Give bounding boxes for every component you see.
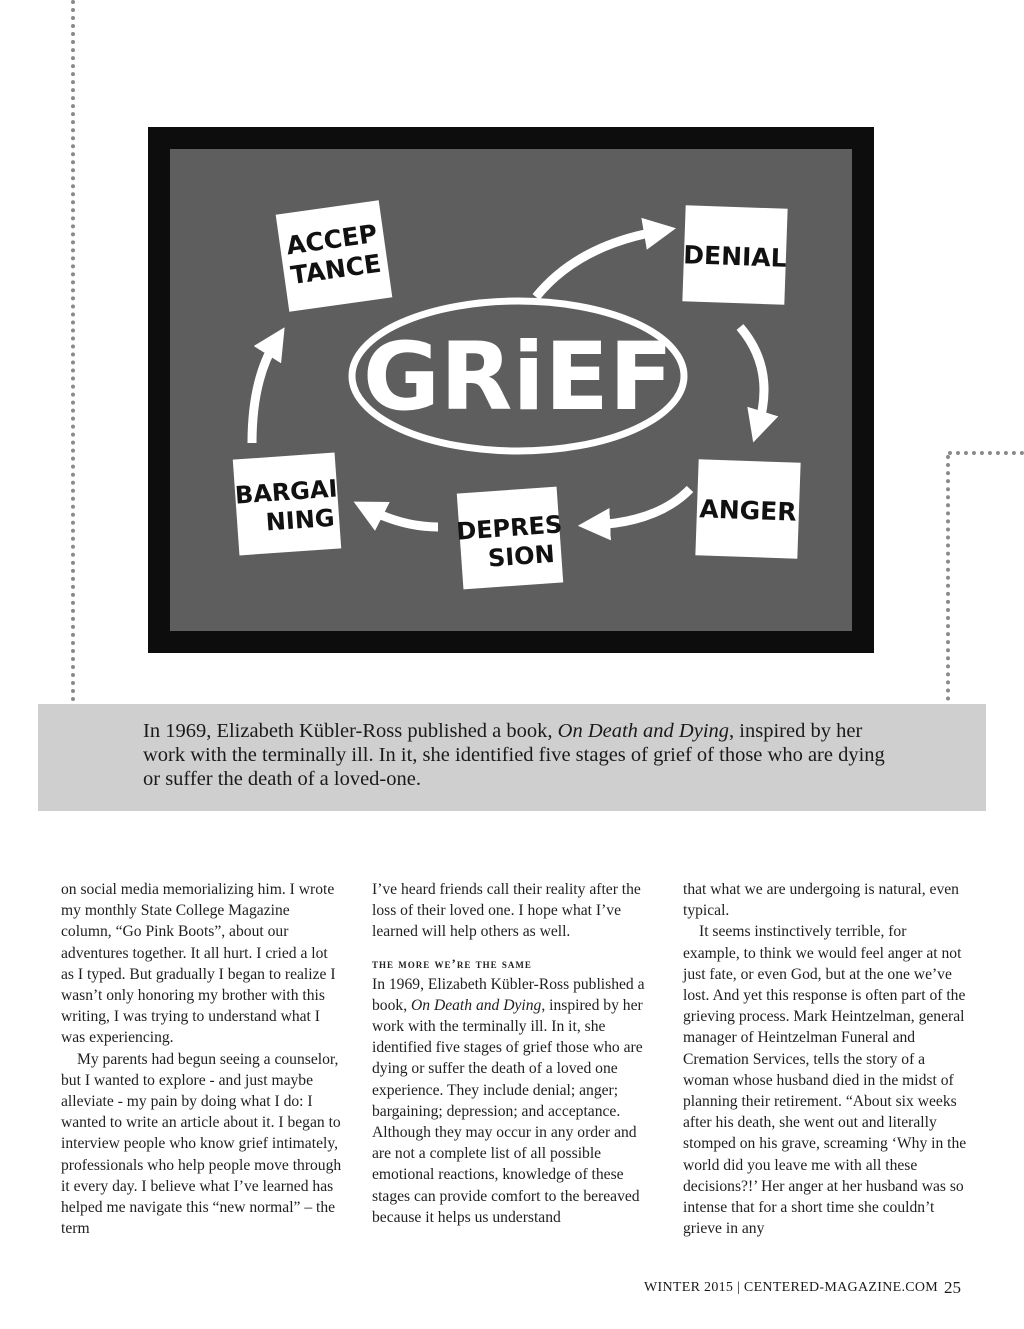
caption-part1: In 1969, Elizabeth Kübler-Ross published a book,: [143, 720, 558, 742]
card-acceptance-line2: TANCE: [288, 248, 383, 291]
col2-book-title: On Death and Dying: [410, 996, 542, 1014]
body-column-3: [683, 879, 967, 1239]
col1-paragraph-2: My parents had begun seeing a counselor, but I wanted to explore - and just maybe alleviate - my pain by doing what I do: I wanted to write an article about it. I began to interview people who know grief intimately, professionals who help people move through it every day. I believe what I’ve learned has helped me navigate this “new normal” – the term: [61, 1050, 342, 1238]
card-acceptance-line1: ACCEP: [284, 218, 380, 261]
card-anger: [695, 459, 800, 559]
caption-part2: , inspired by her work with the terminally ill. In it, she identified five stages of grief of those who are dying or suffer the death of a loved-one.: [143, 720, 885, 790]
card-depression: [454, 486, 567, 589]
body-column-1: [61, 879, 343, 1239]
card-denial-label: DENIAL: [682, 240, 788, 273]
col3-paragraph-1: that what we are undergoing is natural, even typical.: [683, 881, 959, 920]
col2-p2-part-a: In 1969, Elizabeth Kübler-Ross published a book,: [372, 975, 645, 1014]
right-dotted-rail: [946, 455, 950, 725]
figure-caption: [143, 719, 903, 791]
grief-cycle-svg: [148, 127, 874, 653]
footer-issue-site: WINTER 2015 | CENTERED-MAGAZINE.COM: [644, 1280, 939, 1295]
card-bargaining: [232, 453, 341, 556]
card-depression-line2: SION: [487, 539, 556, 573]
body-column-2: [372, 879, 656, 1228]
section-heading: the more we’re the same: [372, 955, 532, 971]
col3-paragraph-2: It seems instinctively terrible, for example, to think we would feel anger at not just fate, or even God, but at the one we’ve lost. And yet this response is often part of the grieving process. Mark Heintzelman, general manager of Heintzelman Funeral and Cremation Services, tells the story of a woman whose husband died in the midst of planning their retirement. “About six weeks after his death, she went out and literally stomped on his grave, screaming ‘Why in the world did you leave me with all these decisions?!’ Her anger at her husband was so intense that for a short time she couldn’t grieve in any: [683, 923, 967, 1238]
col1-paragraph-1: on social media memorializing him. I wrote my monthly State College Magazine column, “Go Pink Boots”, about our adventures together. It all hurt. I cried a lot as I typed. But gradually I began to realize I wasn’t only honoring my brother with this writing, I was trying to understand what I was experiencing.: [61, 881, 336, 1047]
left-dotted-rail: [71, 0, 75, 742]
col2-paragraph-2: [372, 974, 656, 1228]
col2-p2-part-b: , inspired by her work with the terminally ill. In it, she identified five stages of grief those who are dying or suffer the death of a loved one experience. They include denial; anger; bargaining; depression; and acceptance. Although they may occur in any order and are not a complete list of all possible emotional reactions, knowledge of these stages can provide comfort to the bereaved because it helps us understand: [372, 996, 643, 1226]
card-depression-line1: DEPRES: [455, 510, 564, 546]
grief-center-label: GRiEF: [362, 323, 674, 432]
card-bargaining-line2: NING: [264, 503, 336, 537]
card-anger-label: ANGER: [698, 494, 797, 527]
col2-paragraph-1: I’ve heard friends call their reality after the loss of their loved one. I hope what I’ve learned will help others as well.: [372, 881, 641, 941]
caption-book-title: On Death and Dying: [557, 720, 730, 742]
card-bargaining-line1: BARGAI: [234, 474, 339, 510]
card-acceptance: [276, 200, 393, 312]
right-dotted-rail-top: [948, 451, 1024, 455]
card-denial: [682, 205, 789, 305]
page-number: 25: [944, 1278, 961, 1297]
grief-cycle-figure: [148, 127, 874, 653]
